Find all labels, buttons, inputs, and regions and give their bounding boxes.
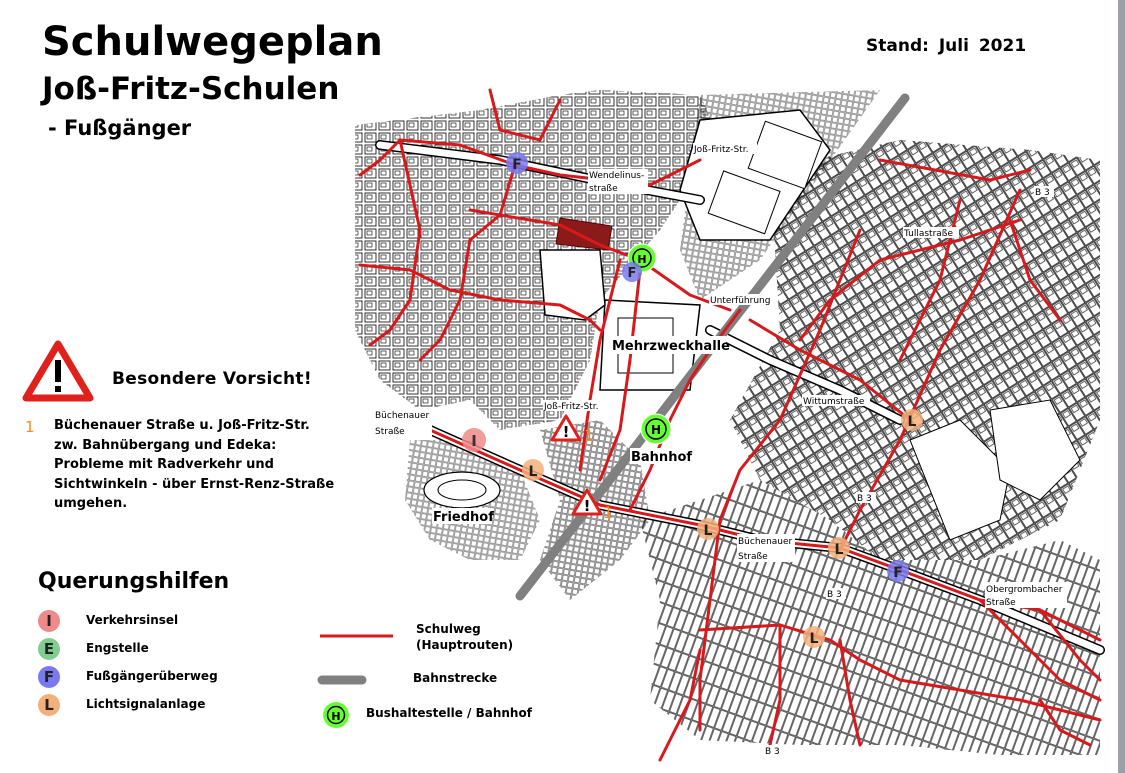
label-buechenauer-mid-2: Straße	[738, 552, 768, 562]
warning-triangle-icon	[22, 340, 94, 404]
svg-text:L: L	[528, 464, 538, 480]
legend-label: Lichtsignalanlage	[86, 697, 206, 711]
crossing-marker-lichtsignal-3	[828, 537, 850, 559]
lichtsignalanlage-icon: L	[38, 694, 60, 716]
crossing-marker-fussgaenger-3	[887, 560, 909, 582]
warning-line: Probleme mit Radverkehr und	[54, 457, 274, 472]
svg-text:F: F	[893, 565, 903, 581]
label-buechenauer-left: Büchenauer	[375, 411, 430, 421]
engstelle-icon: E	[38, 638, 60, 660]
legend-schulweg-sub: (Hauptrouten)	[416, 638, 514, 652]
legend-schulweg-label: Schulweg	[416, 622, 481, 636]
label-b3-a: B 3	[1035, 188, 1050, 198]
label-wendelinus: Wendelinus-	[589, 171, 645, 181]
label-b3-c: B 3	[827, 590, 842, 600]
svg-text:F: F	[512, 157, 522, 173]
legend-label: Verkehrsinsel	[86, 613, 179, 627]
querungshilfen-title: Querungshilfen	[38, 569, 230, 594]
crossing-marker-lichtsignal-5	[803, 626, 825, 648]
legend-bus-icon	[323, 702, 349, 728]
label-wendelinus-2: straße	[589, 184, 618, 194]
crossing-marker-lichtsignal-4	[901, 409, 923, 431]
svg-text:L: L	[834, 542, 844, 558]
legend-label: Fußgängerüberweg	[86, 669, 218, 683]
svg-text:H: H	[331, 710, 341, 723]
svg-text:I: I	[471, 432, 477, 450]
label-friedhof: Friedhof	[433, 510, 494, 525]
svg-text:H: H	[637, 253, 647, 266]
svg-text:F: F	[627, 266, 637, 281]
crossing-marker-lichtsignal-2	[697, 518, 719, 540]
label-mehrzweckhalle: Mehrzweckhalle	[612, 339, 730, 354]
label-b3-d: B 3	[765, 747, 780, 757]
svg-text:!: !	[583, 497, 591, 515]
fussgaengerueberweg-icon: F	[38, 666, 60, 688]
label-wittumstrasse: Wittumstraße	[803, 397, 865, 407]
crossing-marker-fussgaenger-1	[506, 152, 528, 174]
svg-text:H: H	[650, 423, 662, 437]
label-obergrombacher-2: Straße	[986, 598, 1016, 608]
warning-line: zw. Bahnübergang und Edeka:	[54, 437, 277, 453]
warning-line: Büchenauer Straße u. Joß-Fritz-Str.	[54, 418, 310, 433]
label-buechenauer-left-2: Straße	[375, 427, 405, 437]
label-unterfuehrung: Unterführung	[710, 296, 771, 306]
verkehrsinsel-icon: I	[38, 610, 60, 632]
svg-text:!: !	[562, 423, 570, 441]
label-bahnhof: Bahnhof	[631, 450, 693, 465]
svg-text:1: 1	[603, 503, 614, 522]
school-name: Joß-Fritz-Schulen	[42, 71, 340, 107]
label-tullastrasse: Tullastraße	[904, 229, 953, 239]
legend-bus-label: Bushaltestelle / Bahnhof	[366, 706, 532, 720]
date-stand: Stand: Juli 2021	[866, 36, 1027, 56]
crossing-marker-verkehrsinsel	[462, 428, 486, 452]
label-obergrombacher: Obergrombacher	[986, 585, 1063, 595]
warning-line: umgehen.	[54, 496, 128, 511]
legend-label: Engstelle	[86, 641, 149, 655]
page-title: Schulwegeplan	[42, 19, 383, 65]
svg-text:L: L	[809, 631, 819, 647]
svg-text:L: L	[703, 523, 713, 539]
bus-stop-2	[641, 414, 671, 444]
crossing-marker-lichtsignal-1	[522, 459, 544, 481]
warning-line: Sichtwinkeln - über Ernst-Renz-Straße	[54, 476, 335, 492]
mode-label: - Fußgänger	[48, 116, 192, 140]
label-buechenauer-mid: Büchenauer	[738, 537, 793, 547]
label-joss-fritz-str-top: Joß-Fritz-Str.	[694, 145, 749, 155]
legend-bahn-label: Bahnstrecke	[413, 671, 498, 685]
svg-text:L: L	[907, 414, 917, 430]
svg-text:1: 1	[584, 426, 595, 445]
warning-number: 1	[25, 418, 35, 436]
label-b3-b: B 3	[857, 494, 872, 504]
warning-title: Besondere Vorsicht!	[112, 369, 312, 389]
warning-text	[54, 416, 344, 514]
label-joss-fritz-str-mid: Joß-Fritz-Str.	[544, 402, 599, 412]
crossing-marker-fussgaenger-2	[622, 262, 642, 282]
